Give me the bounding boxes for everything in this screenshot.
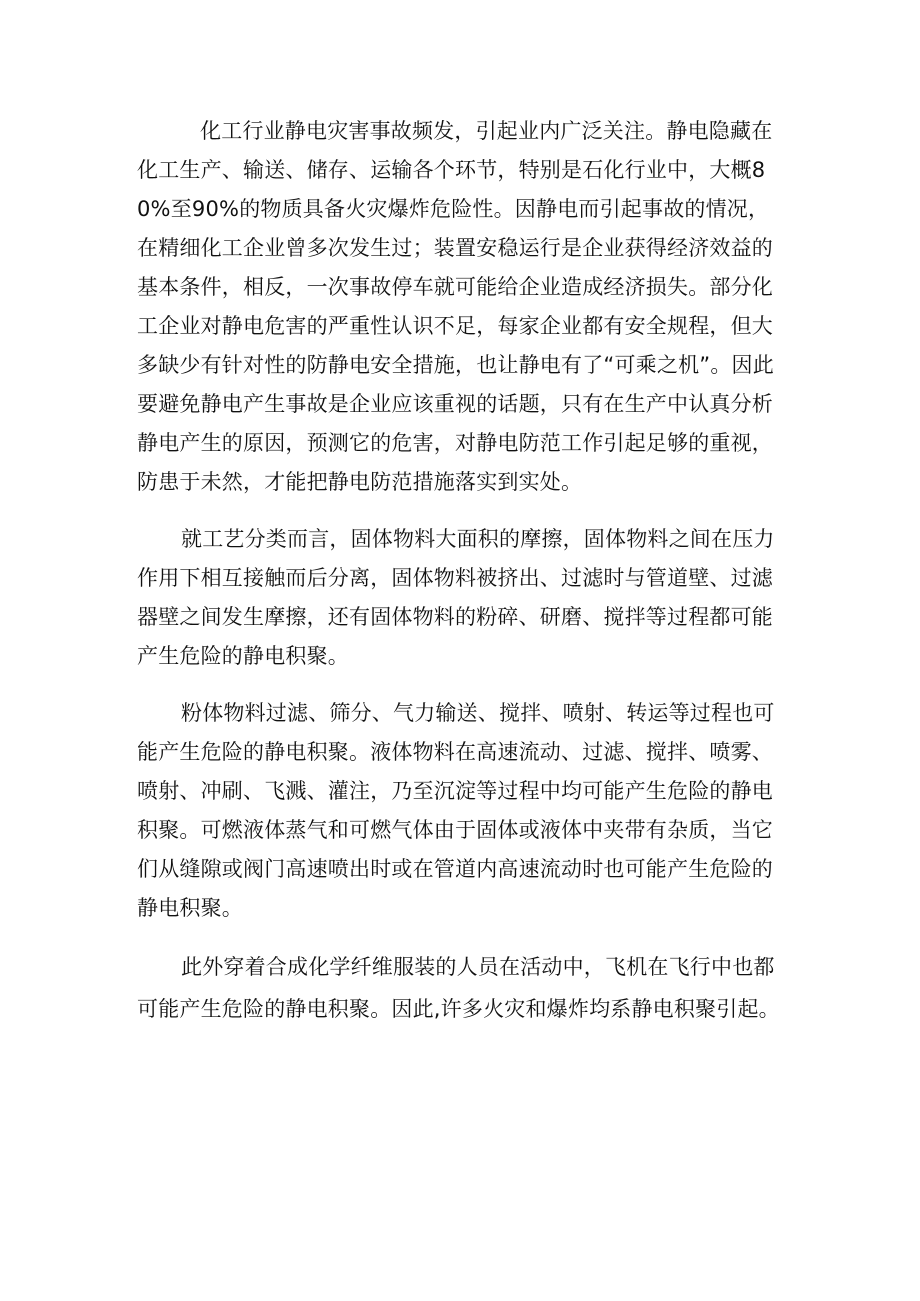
- closing-line-1: 此外穿着合成化学纤维服装的人员在活动中，飞机在飞行中也都: [181, 955, 775, 979]
- closing-line-2: 可能产生危险的静电积聚。因此,许多火灾和爆炸均系静电积聚引起。: [137, 997, 780, 1021]
- paragraph-closing: [137, 946, 787, 1030]
- paragraph-powder-liquid-gas: 粉体物料过滤、筛分、气力输送、搅拌、喷射、转运等过程也可能产生危险的静电积聚。液体物料在高速流动、过滤、搅拌、喷雾、喷射、冲刷、飞溅、灌注，乃至沉淀等过程中均可能产生危险的静电积聚。可燃液体蒸气和可燃气体由于固体或液体中夹带有杂质，当它们从缝隙或阀门高速喷出时或在管道内高速流动时也可能产生危险的静电积聚。: [137, 701, 775, 920]
- document-body: [137, 112, 787, 1030]
- paragraph-electrostatic-hazards-intro: 化工行业静电灾害事故频发，引起业内广泛关注。静电隐藏在化工生产、输送、储存、运输各个环节，特别是石化行业中，大概80%至90%的物质具备火灾爆炸危险性。因静电而引起事故的情况，在精细化工企业曾多次发生过；装置安稳运行是企业获得经济效益的基本条件，相反，一次事故停车就可能给企业造成经济损失。部分化工企业对静电危害的严重性认识不足，每家企业都有安全规程，但大多缺少有针对性的防静电安全措施，也让静电有了“可乘之机”。因此要避免静电产生事故是企业应该重视的话题，只有在生产中认真分析静电产生的原因，预测它的危害，对静电防范工作引起足够的重视，防患于未然，才能把静电防范措施落实到实处。: [137, 119, 774, 494]
- paragraph-solid-materials: 就工艺分类而言，固体物料大面积的摩擦，固体物料之间在压力作用下相互接触而后分离，固体物料被挤出、过滤时与管道壁、过滤器壁之间发生摩擦，还有固体物料的粉碎、研磨、搅拌等过程都可能产生危险的静电积聚。: [137, 527, 775, 668]
